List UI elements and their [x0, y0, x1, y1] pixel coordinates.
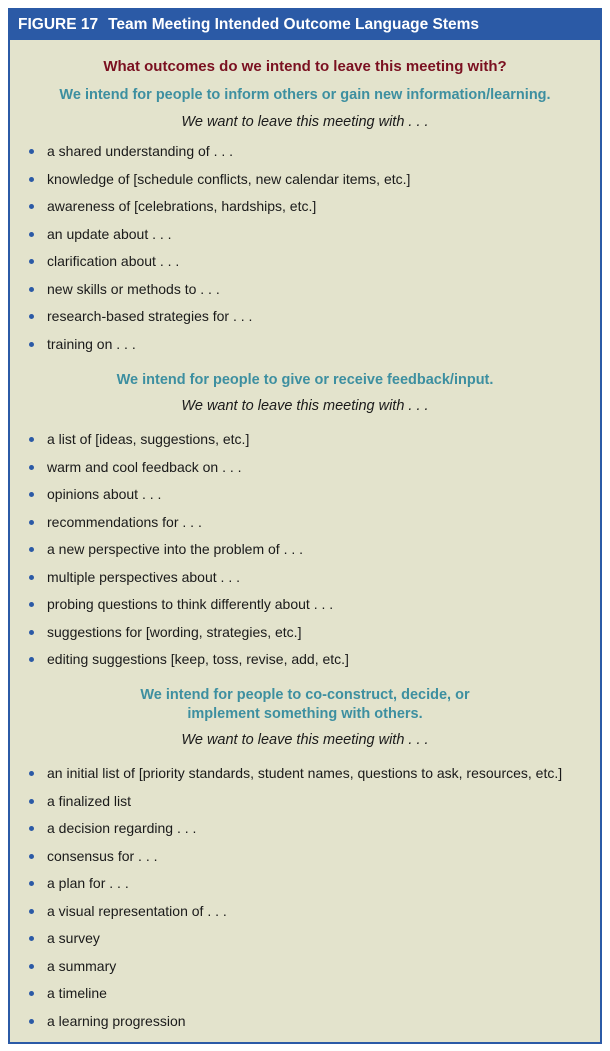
- section-2-stem: We want to leave this meeting with . . .: [181, 398, 429, 414]
- list-item: new skills or methods to . . .: [10, 281, 600, 309]
- list-item: knowledge of [schedule conflicts, new calendar items, etc.]: [10, 171, 600, 199]
- list-item: a learning progression: [10, 1013, 600, 1041]
- list-item: opinions about . . .: [10, 486, 600, 514]
- section-1-stem: We want to leave this meeting with . . .: [181, 114, 429, 130]
- list-item: a decision regarding . . .: [10, 820, 600, 848]
- section-1-list: [10, 143, 600, 363]
- list-item: research-based strategies for . . .: [10, 308, 600, 336]
- list-item: a new perspective into the problem of . . .: [10, 541, 600, 569]
- list-item: a shared understanding of . . .: [10, 143, 600, 171]
- section-3-stem: We want to leave this meeting with . . .: [181, 732, 429, 748]
- section-3-intent-line-1: We intend for people to co-construct, decide, or: [140, 687, 470, 703]
- list-item: a visual representation of . . .: [10, 903, 600, 931]
- list-item: a survey: [10, 930, 600, 958]
- list-item: training on . . .: [10, 336, 600, 364]
- main-question: What outcomes do we intend to leave this meeting with?: [103, 58, 507, 75]
- figure-number: FIGURE 17: [18, 16, 99, 33]
- figure-title: Team Meeting Intended Outcome Language Stems: [108, 16, 480, 33]
- section-3-intent-line-2: implement something with others.: [187, 706, 423, 722]
- list-item: warm and cool feedback on . . .: [10, 459, 600, 487]
- figure-header: [10, 10, 600, 40]
- list-item: an update about . . .: [10, 226, 600, 254]
- list-item: awareness of [celebrations, hardships, etc.]: [10, 198, 600, 226]
- list-item: recommendations for . . .: [10, 514, 600, 542]
- list-item: clarification about . . .: [10, 253, 600, 281]
- section-2-intent: We intend for people to give or receive feedback/input.: [116, 372, 494, 388]
- list-item: an initial list of [priority standards, student names, questions to ask, resources, etc.]: [10, 765, 600, 793]
- list-item: probing questions to think differently about . . .: [10, 596, 600, 624]
- figure-box: [8, 8, 602, 1044]
- section-2-list: [10, 431, 600, 679]
- section-1-intent: We intend for people to inform others or gain new information/learning.: [59, 87, 551, 103]
- list-item: multiple perspectives about . . .: [10, 569, 600, 597]
- list-item: editing suggestions [keep, toss, revise, add, etc.]: [10, 651, 600, 679]
- list-item: a finalized list: [10, 793, 600, 821]
- list-item: a list of [ideas, suggestions, etc.]: [10, 431, 600, 459]
- list-item: a plan for . . .: [10, 875, 600, 903]
- list-item: consensus for . . .: [10, 848, 600, 876]
- section-3-list: [10, 765, 600, 1040]
- list-item: a timeline: [10, 985, 600, 1013]
- list-item: a summary: [10, 958, 600, 986]
- list-item: suggestions for [wording, strategies, etc.]: [10, 624, 600, 652]
